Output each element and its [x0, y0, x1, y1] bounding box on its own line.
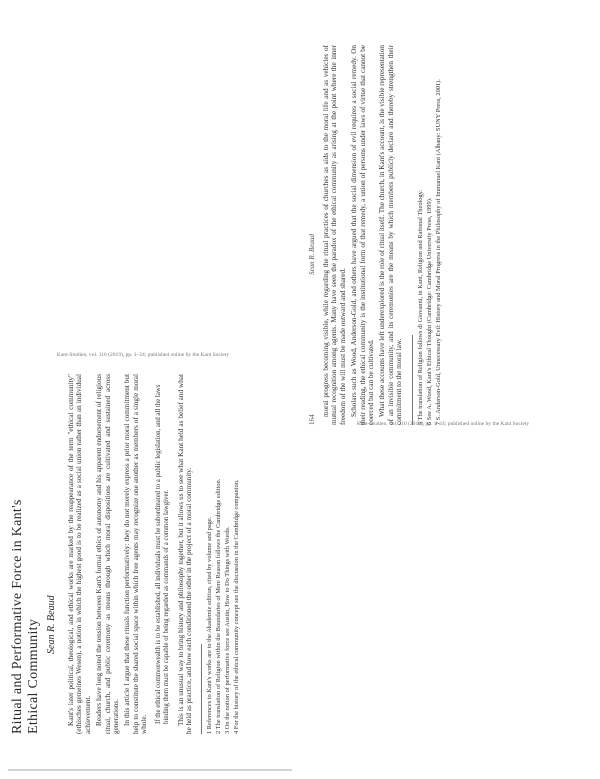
body-paragraph: Readers have long noted the tension between Kant's formal ethics of autonomy and his apparent endorsement of religious ritual, church, and public ceremony as means through which moral dispositions are cultivated and sustained across generations.	[95, 374, 121, 734]
left-body-after	[177, 374, 194, 734]
footnote: 4 For the history of the ethical community concept see the discussion in the Cambridge companion.	[233, 479, 241, 734]
footnote-rule	[412, 335, 413, 425]
left-footnotes	[206, 374, 241, 734]
footnote: 6 See A. Wood, Kant's Ethical Thought (Cambridge: Cambridge University Press, 1999).	[425, 197, 433, 425]
footnote: 7 S. Anderson-Gold, Unnecessary Evil: History and Moral Progress in the Philosophy of Immanuel Kant (Albany: SUNY Press, 2001).	[434, 79, 442, 425]
footnote: 2 The translation of Religion within the Boundaries of Mere Reason follows the Cambridge edition.	[215, 478, 223, 734]
footnote: 5 The translation of Religion follows di Giovanni, in Kant, Religion and Rational Theology.	[416, 189, 424, 425]
body-paragraph: moral progress becoming visible, while regarding the ritual practices of churches as aids to the moral life and as vehicles of mutual recognition among agents. Many have seen the paradox of the ethical community as arising at the point where the inner freedom of the will must be made outward and shared.	[322, 45, 347, 425]
left-text-column	[10, 374, 242, 734]
right-body	[322, 45, 404, 425]
footnote: 3 On the notion of performative force see Austin, How to Do Things with Words.	[224, 526, 232, 734]
footnote: 1 References to Kant's works are to the Akademie edition, cited by volume and page.	[206, 516, 214, 734]
article-title	[10, 374, 42, 734]
block-quote: If the ethical commonwealth is to be established, all individuals must be subordinated to a public legislation, and all the laws binding them must be capable of being regarded as commands of a common lawgiver.	[154, 384, 170, 724]
left-page	[0, 309, 300, 779]
left-side-footer: Kant-Studien, vol. 110 (2019), pp. 1–24; published online by the Kant Society	[56, 352, 230, 358]
left-body	[67, 374, 149, 734]
right-footnotes	[417, 45, 443, 425]
title-line-1: Ritual and Performative Force in Kant's	[10, 499, 25, 734]
body-paragraph: In this article I argue that these rituals function performatively: they do not merely express a prior moral commitment but help to constitute the shared social space within which free agents may recognize one another as members of a single moral whole.	[123, 374, 149, 734]
page-number: 164	[308, 414, 316, 425]
body-paragraph: Scholars such as Wood, Anderson-Gold, and others have argued that the social dimension of evil requires a social remedy. On their reading, the ethical community is the institutional form of that remedy, a union of persons under laws of virtue that cannot be coerced but can be cultivated.	[350, 45, 376, 425]
body-paragraph: This is an unusual way to bring history and philosophy together, but it allows us to see what Kant held as belief and what he held as practice, and how each conditioned the other in the project of a moral community.	[176, 374, 194, 734]
title-line-2: Ethical Community	[26, 618, 41, 734]
right-side-footer: Kant-Studien, vol. 110 (2019), pp. 1–24; published online by the Kant Society	[356, 421, 530, 427]
running-head: Sean R. Beaud	[308, 233, 316, 275]
body-paragraph: Kant's later political, theological, and ethical works are marked by the reappearance of the term "ethical community" (ethisches gemeines Wesen), a notion in which the highest good is to be realized as a social union rather than an individual achievement.	[67, 374, 92, 734]
footnote-rule	[201, 644, 202, 734]
right-page	[300, 0, 600, 470]
scan-edge	[8, 769, 292, 771]
right-text-column	[322, 45, 444, 425]
article-author: Sean R. Beaud	[46, 595, 57, 654]
body-paragraph: What these accounts have left underexplored is the role of ritual itself. The church, in Kant's account, is the visible representation of an invisible community, and its ceremonies are the means by which members publicly declare and thereby strengthen their commitment to the moral law.	[378, 45, 404, 425]
